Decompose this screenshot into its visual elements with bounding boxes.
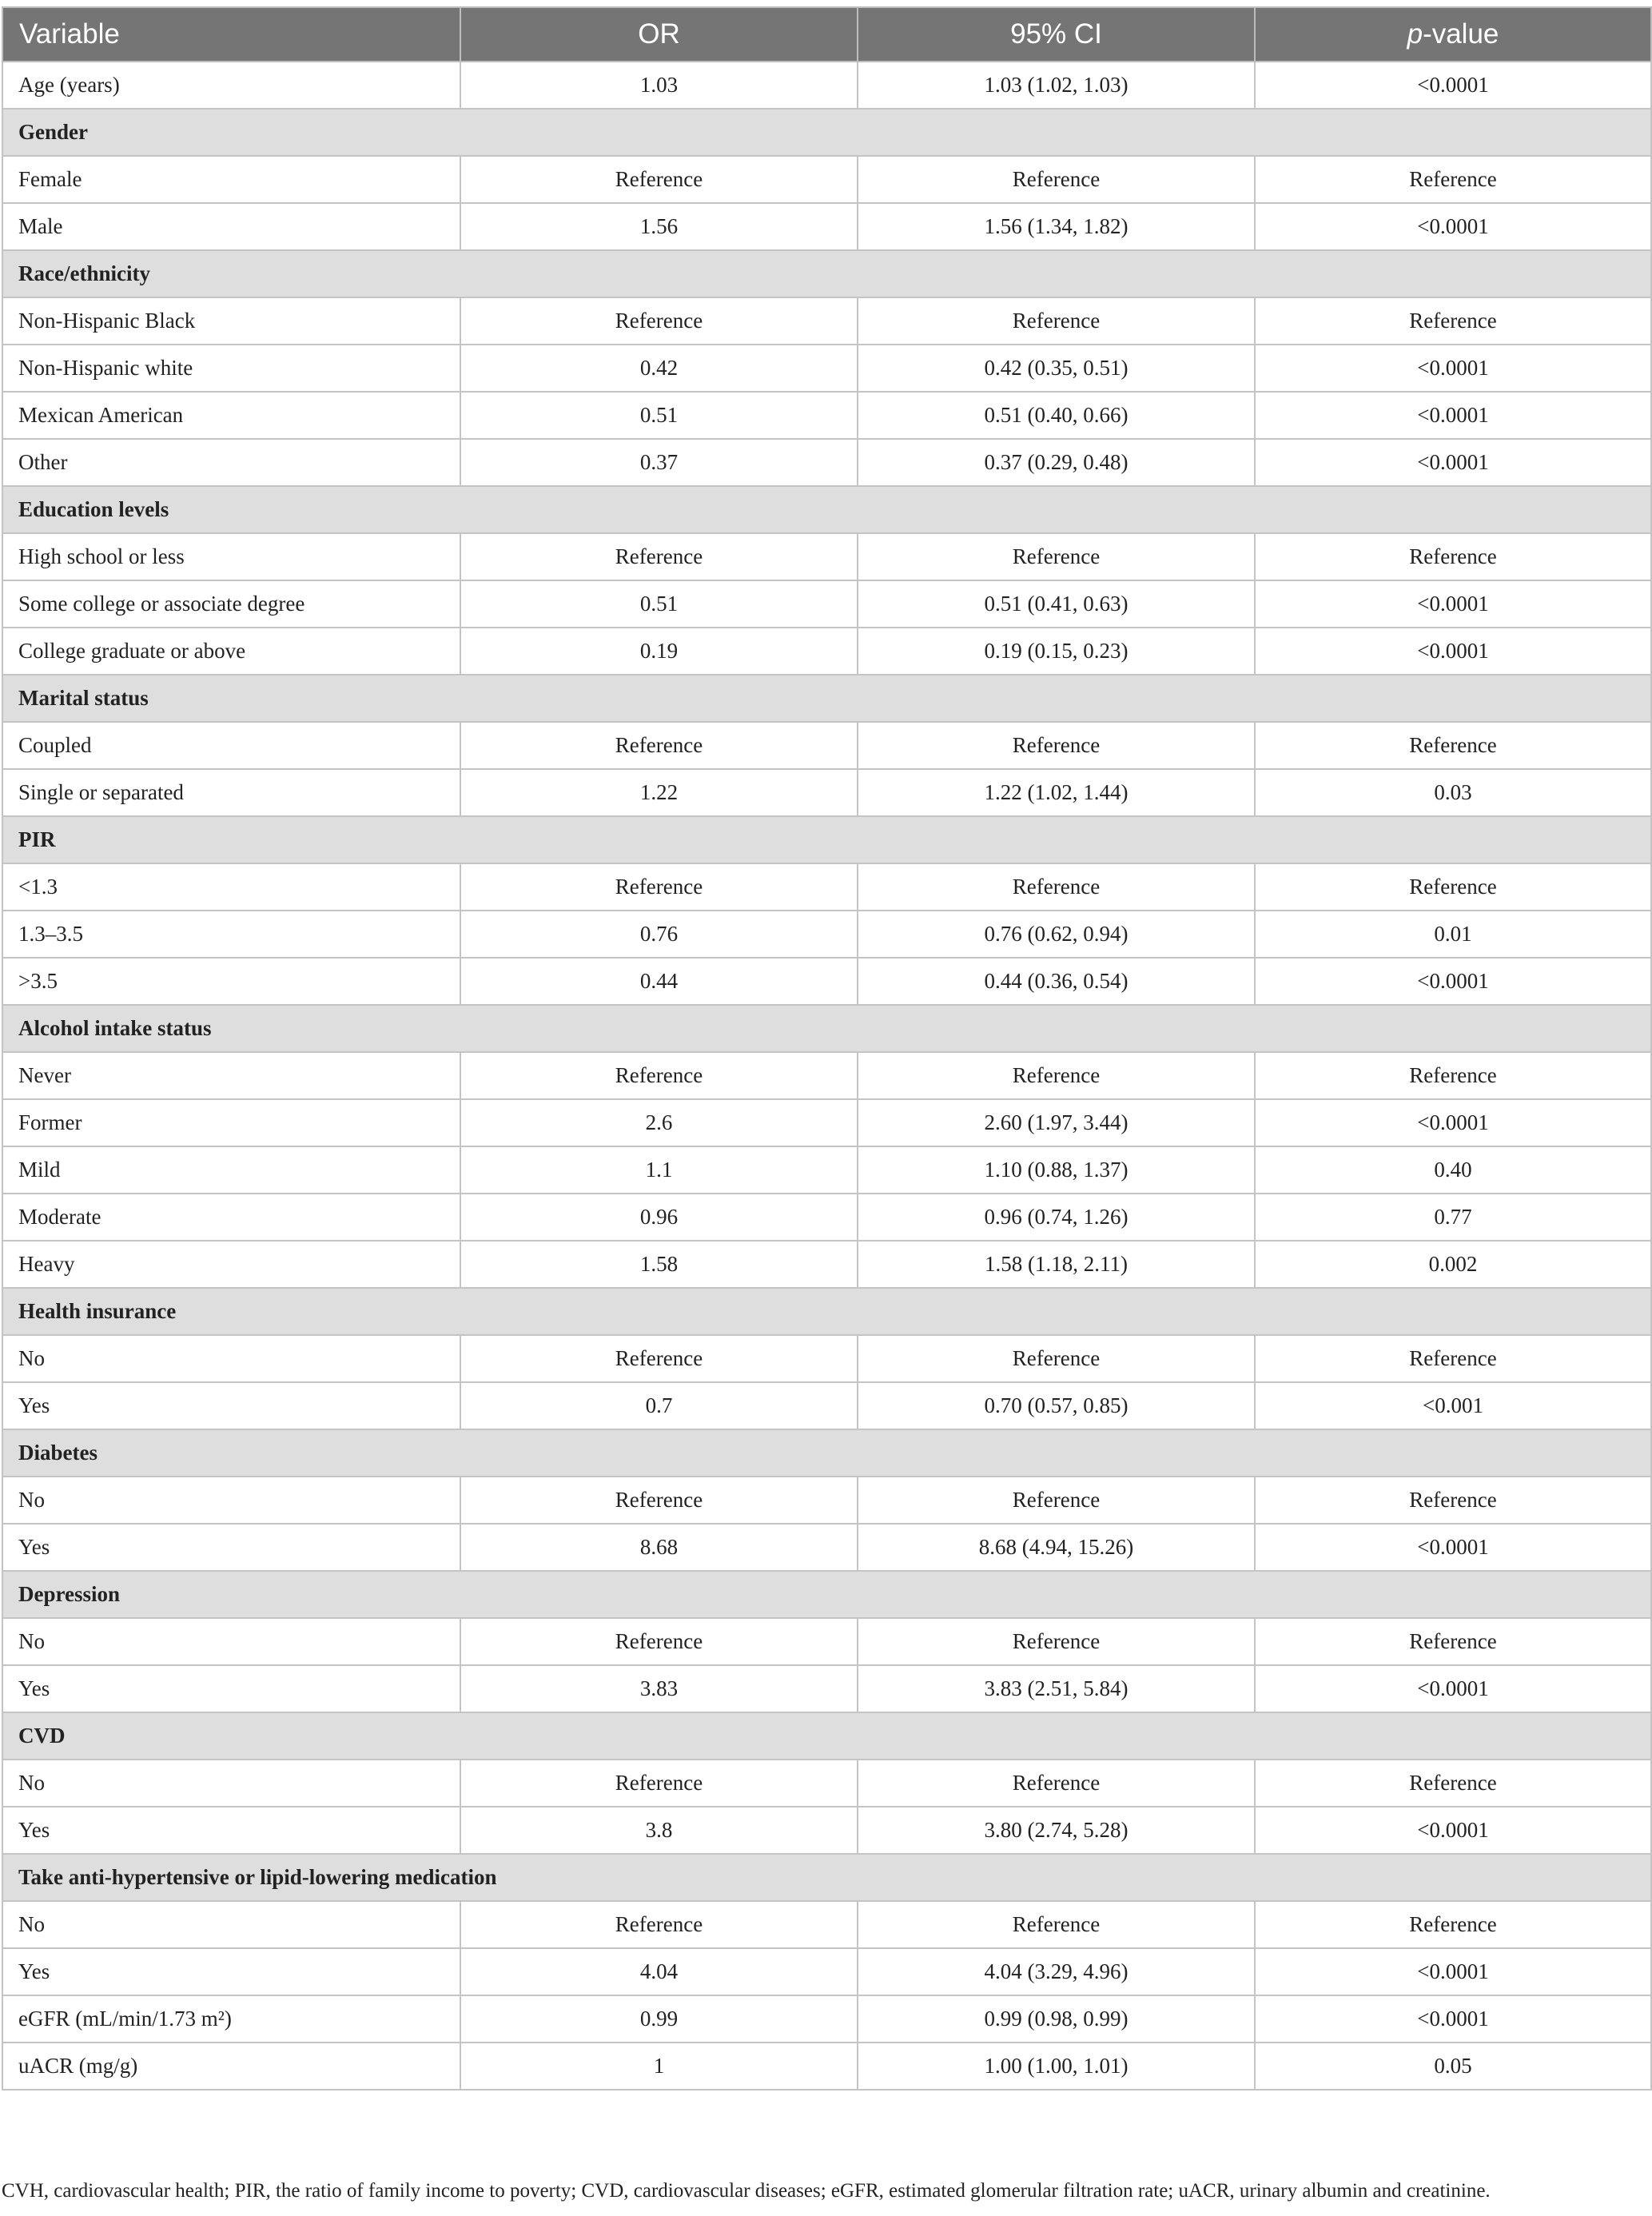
ci-cell: 0.44 (0.36, 0.54) [858, 958, 1255, 1005]
table-row [2, 1477, 1651, 1524]
section-row [2, 486, 1651, 533]
table-row [2, 533, 1651, 580]
ci-cell: 0.19 (0.15, 0.23) [858, 628, 1255, 675]
row-label: Yes [2, 1382, 460, 1429]
or-cell: Reference [460, 1760, 858, 1807]
table-row [2, 1760, 1651, 1807]
row-label: Never [2, 1052, 460, 1099]
p-value-cell: Reference [1255, 722, 1651, 769]
table-row [2, 1807, 1651, 1854]
header-ci: 95% CI [858, 7, 1255, 62]
p-value-cell: 0.40 [1255, 1146, 1651, 1194]
section-row [2, 675, 1651, 722]
ci-cell: Reference [858, 1052, 1255, 1099]
row-label: 1.3–3.5 [2, 911, 460, 958]
p-value-cell: Reference [1255, 1760, 1651, 1807]
p-value-cell: <0.0001 [1255, 439, 1651, 486]
table-row [2, 203, 1651, 250]
row-label: Former [2, 1099, 460, 1146]
p-value-cell: Reference [1255, 1052, 1651, 1099]
ci-cell: 8.68 (4.94, 15.26) [858, 1524, 1255, 1571]
row-label: Non-Hispanic Black [2, 297, 460, 345]
or-cell: 1.58 [460, 1241, 858, 1288]
section-row [2, 816, 1651, 863]
p-value-cell: 0.002 [1255, 1241, 1651, 1288]
or-cell: Reference [460, 156, 858, 203]
p-value-cell: <0.0001 [1255, 1099, 1651, 1146]
or-cell: 1.56 [460, 203, 858, 250]
or-cell: 1.03 [460, 62, 858, 109]
table-row [2, 769, 1651, 816]
ci-cell: 3.80 (2.74, 5.28) [858, 1807, 1255, 1854]
ci-cell: Reference [858, 1335, 1255, 1382]
ci-cell: 0.42 (0.35, 0.51) [858, 345, 1255, 392]
table-row [2, 722, 1651, 769]
ci-cell: 0.70 (0.57, 0.85) [858, 1382, 1255, 1429]
section-label: PIR [2, 816, 1651, 863]
ci-cell: 0.37 (0.29, 0.48) [858, 439, 1255, 486]
section-label: Health insurance [2, 1288, 1651, 1335]
table-row [2, 1665, 1651, 1712]
p-value-cell: <0.0001 [1255, 345, 1651, 392]
section-label: CVD [2, 1712, 1651, 1760]
table-header [2, 7, 1651, 62]
ci-cell: Reference [858, 1618, 1255, 1665]
row-label: High school or less [2, 533, 460, 580]
ci-cell: Reference [858, 1760, 1255, 1807]
row-label: <1.3 [2, 863, 460, 911]
or-cell: 8.68 [460, 1524, 858, 1571]
section-label: Alcohol intake status [2, 1005, 1651, 1052]
p-value-cell: <0.0001 [1255, 392, 1651, 439]
ci-cell: 2.60 (1.97, 3.44) [858, 1099, 1255, 1146]
header-p-italic: p [1407, 18, 1423, 50]
or-cell: 0.19 [460, 628, 858, 675]
p-value-cell: <0.0001 [1255, 1807, 1651, 1854]
ci-cell: 0.76 (0.62, 0.94) [858, 911, 1255, 958]
or-cell: 1.1 [460, 1146, 858, 1194]
section-label: Marital status [2, 675, 1651, 722]
p-value-cell: Reference [1255, 1335, 1651, 1382]
row-label: Yes [2, 1807, 460, 1854]
p-value-cell: <0.0001 [1255, 1995, 1651, 2043]
row-label: Some college or associate degree [2, 580, 460, 628]
table-row [2, 1099, 1651, 1146]
or-cell: 0.44 [460, 958, 858, 1005]
ci-cell: Reference [858, 722, 1255, 769]
table-row [2, 1241, 1651, 1288]
or-cell: 4.04 [460, 1948, 858, 1995]
row-label: Age (years) [2, 62, 460, 109]
table-row [2, 1146, 1651, 1194]
ci-cell: 0.96 (0.74, 1.26) [858, 1194, 1255, 1241]
table-row [2, 911, 1651, 958]
table-row [2, 439, 1651, 486]
p-value-cell: <0.0001 [1255, 580, 1651, 628]
ci-cell: 1.56 (1.34, 1.82) [858, 203, 1255, 250]
odds-ratio-table [2, 6, 1652, 2090]
row-label: No [2, 1477, 460, 1524]
table-row [2, 958, 1651, 1005]
row-label: No [2, 1760, 460, 1807]
ci-cell: 1.58 (1.18, 2.11) [858, 1241, 1255, 1288]
p-value-cell: 0.77 [1255, 1194, 1651, 1241]
table-row [2, 1618, 1651, 1665]
row-label: Male [2, 203, 460, 250]
or-cell: 0.51 [460, 392, 858, 439]
table-row [2, 1382, 1651, 1429]
section-row [2, 109, 1651, 156]
p-value-cell: <0.0001 [1255, 203, 1651, 250]
row-label: uACR (mg/g) [2, 2043, 460, 2090]
ci-cell: 1.22 (1.02, 1.44) [858, 769, 1255, 816]
section-label: Take anti-hypertensive or lipid-lowering medication [2, 1854, 1651, 1901]
section-label: Depression [2, 1571, 1651, 1618]
table-row [2, 1524, 1651, 1571]
p-value-cell: Reference [1255, 863, 1651, 911]
table-row [2, 580, 1651, 628]
p-value-cell: Reference [1255, 156, 1651, 203]
or-cell: Reference [460, 1477, 858, 1524]
p-value-cell: <0.0001 [1255, 1524, 1651, 1571]
p-value-cell: 0.03 [1255, 769, 1651, 816]
row-label: Coupled [2, 722, 460, 769]
or-cell: Reference [460, 533, 858, 580]
ci-cell: 1.00 (1.00, 1.01) [858, 2043, 1255, 2090]
table-footnote: CVH, cardiovascular health; PIR, the ratio of family income to poverty; CVD, cardiovascular diseases; eGFR, estimated glomerular filtration rate; uACR, urinary albumin and creatinine. [2, 2180, 1491, 2202]
row-label: No [2, 1618, 460, 1665]
row-label: Non-Hispanic white [2, 345, 460, 392]
results-table-container [2, 6, 1650, 2090]
table-row [2, 2043, 1651, 2090]
or-cell: 0.96 [460, 1194, 858, 1241]
table-row [2, 1052, 1651, 1099]
ci-cell: Reference [858, 1901, 1255, 1948]
row-label: Mexican American [2, 392, 460, 439]
section-row [2, 1005, 1651, 1052]
section-row [2, 1571, 1651, 1618]
row-label: No [2, 1335, 460, 1382]
section-row [2, 1429, 1651, 1477]
section-row [2, 250, 1651, 297]
ci-cell: Reference [858, 156, 1255, 203]
ci-cell: 0.51 (0.41, 0.63) [858, 580, 1255, 628]
or-cell: Reference [460, 297, 858, 345]
p-value-cell: Reference [1255, 1901, 1651, 1948]
row-label: eGFR (mL/min/1.73 m²) [2, 1995, 460, 2043]
header-row [2, 7, 1651, 62]
p-value-cell: Reference [1255, 1477, 1651, 1524]
header-or: OR [460, 7, 858, 62]
section-label: Race/ethnicity [2, 250, 1651, 297]
ci-cell: Reference [858, 297, 1255, 345]
table-row [2, 1948, 1651, 1995]
or-cell: 0.7 [460, 1382, 858, 1429]
table-row [2, 628, 1651, 675]
or-cell: 0.37 [460, 439, 858, 486]
section-label: Gender [2, 109, 1651, 156]
section-row [2, 1712, 1651, 1760]
p-value-cell: 0.05 [1255, 2043, 1651, 2090]
p-value-cell: <0.0001 [1255, 1948, 1651, 1995]
ci-cell: Reference [858, 863, 1255, 911]
table-row [2, 1194, 1651, 1241]
row-label: Moderate [2, 1194, 460, 1241]
table-row [2, 863, 1651, 911]
row-label: >3.5 [2, 958, 460, 1005]
table-body [2, 62, 1651, 2090]
row-label: Other [2, 439, 460, 486]
p-value-cell: <0.0001 [1255, 62, 1651, 109]
p-value-cell: <0.0001 [1255, 628, 1651, 675]
or-cell: 0.42 [460, 345, 858, 392]
p-value-cell: Reference [1255, 297, 1651, 345]
row-label: Single or separated [2, 769, 460, 816]
or-cell: 3.83 [460, 1665, 858, 1712]
row-label: No [2, 1901, 460, 1948]
section-label: Education levels [2, 486, 1651, 533]
or-cell: 0.99 [460, 1995, 858, 2043]
row-label: Yes [2, 1524, 460, 1571]
or-cell: Reference [460, 722, 858, 769]
section-row [2, 1288, 1651, 1335]
p-value-cell: Reference [1255, 1618, 1651, 1665]
p-value-cell: <0.0001 [1255, 1665, 1651, 1712]
row-label: Female [2, 156, 460, 203]
table-row [2, 1335, 1651, 1382]
table-row [2, 62, 1651, 109]
ci-cell: 1.10 (0.88, 1.37) [858, 1146, 1255, 1194]
table-row [2, 1901, 1651, 1948]
or-cell: Reference [460, 1618, 858, 1665]
table-row [2, 392, 1651, 439]
ci-cell: 3.83 (2.51, 5.84) [858, 1665, 1255, 1712]
p-value-cell: Reference [1255, 533, 1651, 580]
section-row [2, 1854, 1651, 1901]
ci-cell: Reference [858, 1477, 1255, 1524]
table-row [2, 345, 1651, 392]
ci-cell: 0.51 (0.40, 0.66) [858, 392, 1255, 439]
or-cell: Reference [460, 1335, 858, 1382]
or-cell: 0.76 [460, 911, 858, 958]
table-row [2, 156, 1651, 203]
p-value-cell: <0.0001 [1255, 958, 1651, 1005]
header-variable: Variable [2, 7, 460, 62]
or-cell: Reference [460, 1901, 858, 1948]
row-label: Yes [2, 1948, 460, 1995]
header-p-value [1255, 7, 1651, 62]
or-cell: 1.22 [460, 769, 858, 816]
row-label: College graduate or above [2, 628, 460, 675]
or-cell: Reference [460, 863, 858, 911]
or-cell: 3.8 [460, 1807, 858, 1854]
ci-cell: 1.03 (1.02, 1.03) [858, 62, 1255, 109]
ci-cell: 0.99 (0.98, 0.99) [858, 1995, 1255, 2043]
table-row [2, 1995, 1651, 2043]
row-label: Yes [2, 1665, 460, 1712]
ci-cell: Reference [858, 533, 1255, 580]
ci-cell: 4.04 (3.29, 4.96) [858, 1948, 1255, 1995]
or-cell: 2.6 [460, 1099, 858, 1146]
or-cell: Reference [460, 1052, 858, 1099]
table-row [2, 297, 1651, 345]
p-value-cell: 0.01 [1255, 911, 1651, 958]
p-value-cell: <0.001 [1255, 1382, 1651, 1429]
section-label: Diabetes [2, 1429, 1651, 1477]
row-label: Heavy [2, 1241, 460, 1288]
header-p-rest: -value [1423, 18, 1499, 50]
or-cell: 0.51 [460, 580, 858, 628]
or-cell: 1 [460, 2043, 858, 2090]
row-label: Mild [2, 1146, 460, 1194]
